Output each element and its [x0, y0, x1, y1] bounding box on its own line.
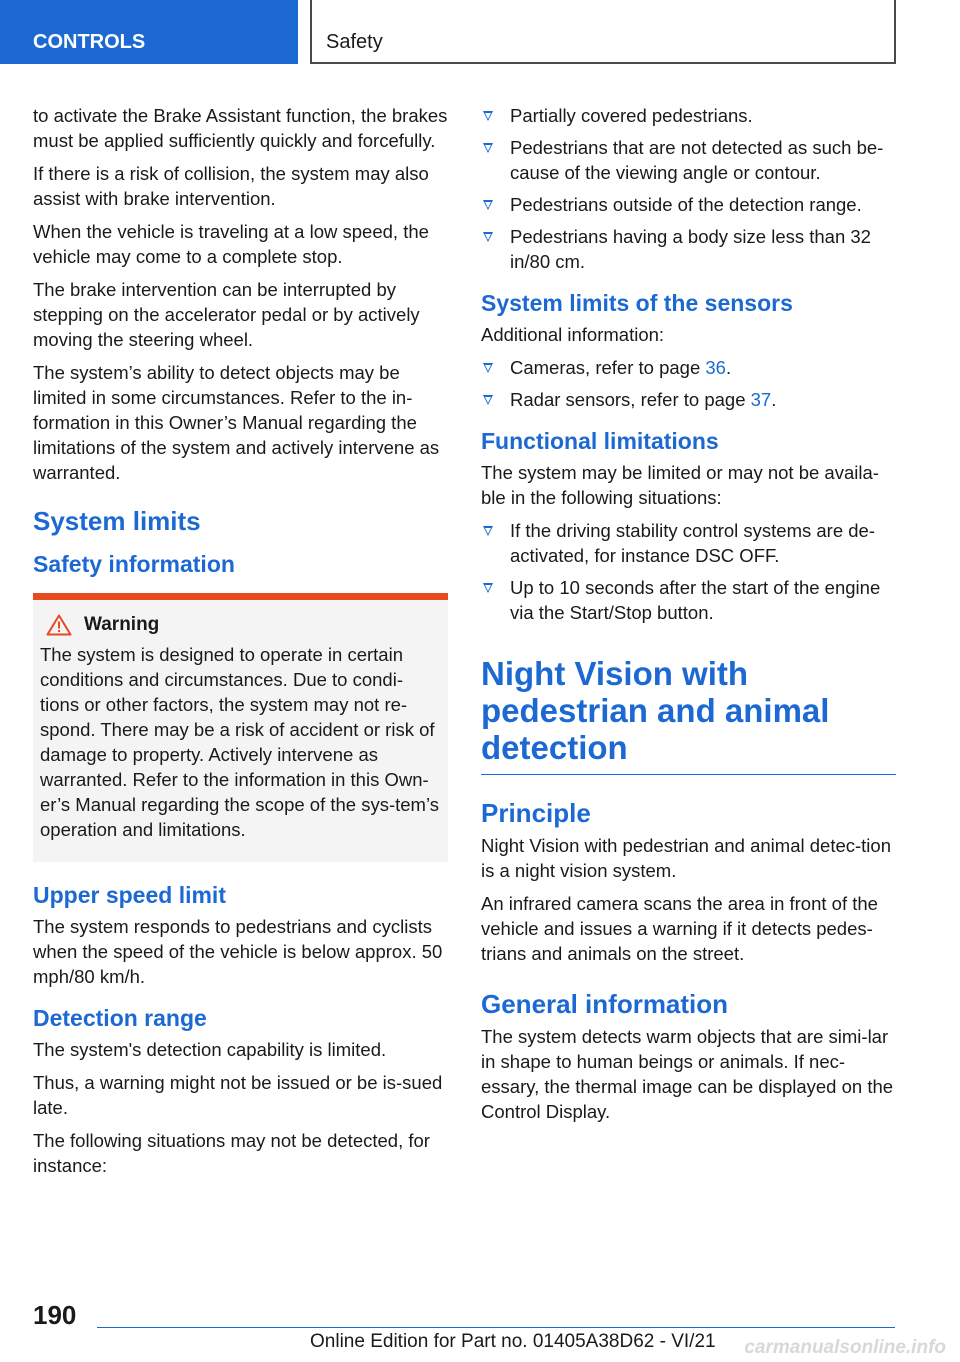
footer-edition: Online Edition for Part no. 01405A38D62 - VI/21	[310, 1331, 716, 1352]
paragraph: The brake intervention can be interrupted by stepping on the accelerator pedal or by actively moving the steering wheel.	[33, 279, 420, 350]
list-item	[481, 224, 896, 274]
left-column	[33, 103, 448, 1186]
functional-limitations-list	[481, 518, 896, 625]
warning-text: The system is designed to operate in certain conditions and circumstances. Due to condi-tions or other factors, the system may not re-spond. There may be a risk of accident or risk of damage to property. Actively intervene as warranted. Refer to the information in this Own-er’s Manual regarding the scope of the sys-tem’s operation and limitations.	[40, 644, 439, 840]
paragraph: Additional information:	[481, 324, 665, 345]
paragraph: The system’s ability to detect objects may be limited in some circumstances. Refer to the in-formation in this Owner’s Manual regarding the limitations of the system and actively intervene as warranted.	[33, 362, 440, 483]
right-column	[481, 103, 896, 1132]
header-chapter-title: Safety	[310, 0, 896, 64]
heading-system-limits: System limits	[33, 506, 201, 536]
paragraph: The system may be limited or may not be availa-ble in the following situations:	[481, 462, 879, 508]
list-item-text: Partially covered pedestrians.	[510, 105, 753, 126]
bullet-triangle-icon	[483, 232, 493, 242]
list-item	[481, 575, 896, 625]
list-item	[481, 518, 896, 568]
paragraph: to activate the Brake Assistant function, the brakes must be applied sufficiently quickly and forcefully.	[33, 105, 448, 151]
heading-detection-range: Detection range	[33, 1005, 207, 1031]
paragraph: The system detects warm objects that are simi-lar in shape to human beings or animals. If nec-essary, the thermal image can be displayed on the Control Display.	[481, 1026, 894, 1122]
bullet-triangle-icon	[483, 395, 493, 405]
page-number: 190	[33, 1300, 77, 1330]
list-item	[481, 135, 896, 185]
paragraph: When the vehicle is traveling at a low speed, the vehicle may come to a complete stop.	[33, 221, 429, 267]
warning-title: Warning	[84, 614, 160, 635]
paragraph: If there is a risk of collision, the system may also assist with brake intervention.	[33, 163, 429, 209]
paragraph: The following situations may not be detected, for instance:	[33, 1130, 430, 1176]
watermark: carmanualsonline.info	[744, 1337, 946, 1358]
warning-triangle-icon	[46, 614, 72, 636]
list-item-text: Up to 10 seconds after the start of the engine via the Start/Stop button.	[510, 577, 881, 623]
punctuation: .	[771, 389, 777, 410]
paragraph: Thus, a warning might not be issued or be is-sued late.	[33, 1072, 443, 1118]
bullet-triangle-icon	[483, 526, 493, 536]
bullet-triangle-icon	[483, 200, 493, 210]
heading-safety-information: Safety information	[33, 551, 235, 577]
bullet-triangle-icon	[483, 143, 493, 153]
page-link-37[interactable]: 37	[750, 389, 772, 410]
list-item	[481, 192, 896, 217]
heading-general-information: General information	[481, 989, 729, 1019]
list-item-text: Pedestrians outside of the detection range.	[510, 194, 862, 215]
warning-header	[40, 614, 440, 636]
list-item-text: Pedestrians having a body size less than 32 in/80 cm.	[510, 226, 871, 272]
list-item-text: Cameras, refer to page	[510, 357, 706, 378]
punctuation: .	[725, 357, 732, 378]
undetected-situations-list	[481, 103, 896, 274]
paragraph: The system's detection capability is limited.	[33, 1039, 387, 1060]
heading-functional-limitations: Functional limitations	[481, 428, 719, 454]
warning-box	[33, 593, 448, 862]
list-item	[481, 355, 896, 380]
header-section-label: CONTROLS	[0, 0, 298, 64]
list-item	[481, 387, 896, 412]
bullet-triangle-icon	[483, 363, 493, 373]
page-link-36[interactable]: 36	[705, 357, 726, 378]
bullet-triangle-icon	[483, 111, 493, 121]
paragraph: An infrared camera scans the area in front of the vehicle and issues a warning if it detects pedes-trians and animals on the street.	[481, 893, 878, 964]
heading-sensor-limits: System limits of the sensors	[481, 290, 793, 316]
chapter-title-night-vision: Night Vision with pedestrian and animal detection	[481, 655, 896, 775]
list-item-text: Radar sensors, refer to page	[510, 389, 751, 410]
heading-principle: Principle	[481, 798, 591, 828]
list-item	[481, 103, 896, 128]
heading-upper-speed-limit: Upper speed limit	[33, 882, 226, 908]
footer-divider	[97, 1327, 895, 1328]
paragraph: Night Vision with pedestrian and animal detec-tion is a night vision system.	[481, 835, 891, 881]
paragraph: The system responds to pedestrians and cyclists when the speed of the vehicle is below approx. 50 mph/80 km/h.	[33, 916, 443, 987]
list-item-text: If the driving stability control systems are de-activated, for instance DSC OFF.	[510, 520, 876, 566]
sensor-references-list	[481, 355, 896, 412]
bullet-triangle-icon	[483, 583, 493, 593]
list-item-text: Pedestrians that are not detected as such be-cause of the viewing angle or contour.	[510, 137, 884, 183]
